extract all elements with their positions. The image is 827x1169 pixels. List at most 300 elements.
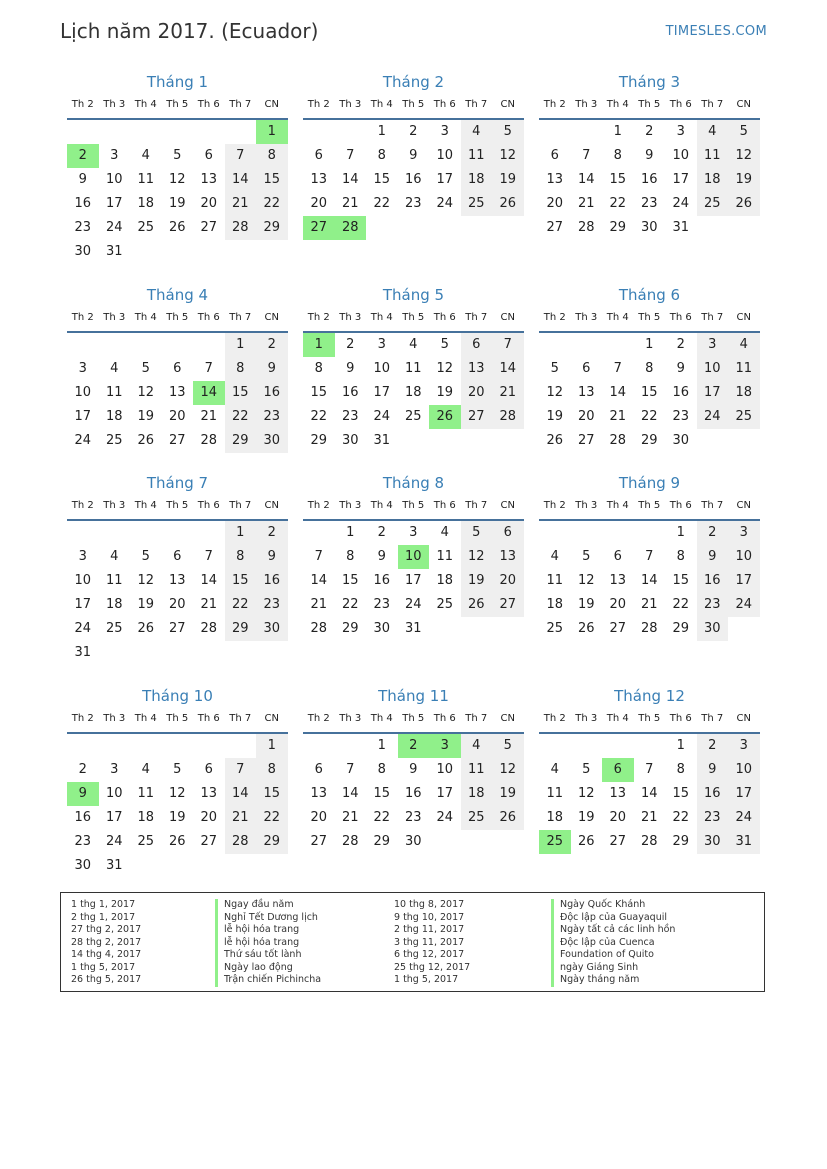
day-cell: 25 [436,597,454,612]
day-cell: 12 [577,573,595,588]
week-row [67,381,288,405]
brand-link[interactable]: TIMESLES.COM [665,24,767,39]
empty-cell [398,429,430,453]
day-cell: 3 [110,762,119,777]
day-cell: 7 [314,549,323,564]
day-cell: 14 [310,573,328,588]
legend-dates-left [71,899,141,987]
week-row [303,521,524,545]
day-cell: 17 [74,597,92,612]
month-calendar [67,686,288,878]
day-cell: 16 [640,172,658,187]
day-cell: 10 [672,148,690,163]
empty-cell [571,333,603,357]
weekday-label: Th 2 [307,99,330,110]
week-row [67,429,288,453]
weekday-label: Th 3 [103,312,126,323]
day-cell: 29 [225,429,257,453]
weekday-label: Th 5 [402,312,425,323]
empty-cell [634,734,666,758]
week-row [303,830,524,854]
day-cell: 22 [672,597,690,612]
day-cell: 14 [225,782,257,806]
weekday-label: Th 3 [575,500,598,511]
day-cell: 24 [436,196,454,211]
day-cell: 2 [697,734,729,758]
day-cell: 9 [697,545,729,569]
weekday-label: CN [264,312,279,323]
weekday-label: Th 7 [229,99,252,110]
empty-cell [162,641,194,665]
weekday-label: Th 7 [465,312,488,323]
day-cell: 5 [173,762,182,777]
day-cell: 16 [373,573,391,588]
weekday-label: Th 4 [134,99,157,110]
weekday-label: Th 5 [638,500,661,511]
day-cell: 8 [676,762,685,777]
weekday-label: Th 4 [606,713,629,724]
weekday-header [67,712,288,734]
day-cell: 4 [110,361,119,376]
week-row [539,216,760,240]
day-cell: 26 [429,405,461,429]
day-cell: 2 [377,525,386,540]
day-cell: 20 [310,810,328,825]
day-cell: 26 [577,621,595,636]
day-cell: 26 [137,621,155,636]
day-cell: 20 [168,597,186,612]
week-row [303,168,524,192]
day-cell: 31 [74,645,92,660]
day-cell: 3 [440,124,449,139]
empty-cell [162,240,194,264]
day-cell: 21 [640,597,658,612]
day-cell: 28 [640,834,658,849]
empty-cell [697,429,729,453]
holiday-date: 25 thg 12, 2017 [394,961,471,973]
weekday-label: Th 2 [71,500,94,511]
day-cell: 15 [256,168,288,192]
holiday-date: 14 thg 4, 2017 [71,949,142,960]
day-cell: 12 [728,144,760,168]
day-cell: 8 [225,357,257,381]
day-cell: 22 [373,196,391,211]
weekday-label: CN [736,99,751,110]
day-cell: 7 [645,762,654,777]
day-cell: 25 [728,405,760,429]
day-cell: 1 [377,124,386,139]
day-cell: 16 [256,569,288,593]
day-cell: 3 [78,549,87,564]
empty-cell [193,240,225,264]
day-cell: 25 [697,192,729,216]
legend-dates-right [394,899,470,987]
empty-cell [67,120,99,144]
empty-cell [130,521,162,545]
week-row [303,617,524,641]
day-cell: 26 [492,806,524,830]
month-calendar [67,473,288,665]
weekday-label: Th 7 [229,500,252,511]
day-cell: 3 [409,525,418,540]
month-name: Tháng 1 [146,73,209,91]
day-cell: 18 [461,168,493,192]
empty-cell [193,120,225,144]
day-cell: 4 [409,337,418,352]
day-cell: 10 [105,172,123,187]
weekday-label: CN [500,713,515,724]
day-cell: 5 [141,361,150,376]
week-row [67,830,288,854]
day-cell: 4 [697,120,729,144]
weekday-label: Th 5 [166,713,189,724]
weekday-label: Th 2 [307,312,330,323]
empty-cell [602,521,634,545]
week-row [67,240,288,264]
weekday-label: CN [736,500,751,511]
day-cell: 4 [461,734,493,758]
day-cell: 11 [137,172,155,187]
month-calendar [303,686,524,854]
day-cell: 4 [550,549,559,564]
weekday-label: Th 7 [465,500,488,511]
day-cell: 21 [341,196,359,211]
day-cell: 17 [436,786,454,801]
day-cell: 21 [577,196,595,211]
day-cell: 7 [346,148,355,163]
empty-cell [256,641,288,665]
day-cell: 22 [609,196,627,211]
day-cell: 19 [577,597,595,612]
day-cell: 6 [461,333,493,357]
holiday-date: 1 thg 5, 2017 [71,961,136,973]
holiday-name: Nghỉ Tết Dương lịch [215,912,321,925]
day-cell: 11 [546,573,564,588]
weekday-label: Th 7 [229,713,252,724]
week-row [67,641,288,665]
month-calendar [303,72,524,240]
month-calendar [303,285,524,453]
holiday-name: Ngày tháng năm [551,974,675,987]
holiday-date: 9 thg 10, 2017 [394,911,465,923]
holiday-date: 10 thg 8, 2017 [394,899,465,910]
weekday-label: Th 6 [669,500,692,511]
day-cell: 30 [404,834,422,849]
day-cell: 15 [672,786,690,801]
weekday-label: Th 2 [543,99,566,110]
empty-cell [728,216,760,240]
day-cell: 11 [105,573,123,588]
day-cell: 20 [492,569,524,593]
week-row [539,569,760,593]
week-row [67,734,288,758]
week-row [67,192,288,216]
weekday-label: Th 3 [339,500,362,511]
holiday-date: 27 thg 2, 2017 [71,924,142,935]
day-cell: 5 [492,120,524,144]
day-cell: 23 [74,220,92,235]
day-cell: 28 [335,216,367,240]
day-cell: 29 [609,220,627,235]
day-cell: 28 [640,621,658,636]
weekday-label: Th 6 [433,99,456,110]
empty-cell [539,521,571,545]
day-cell: 24 [74,433,92,448]
week-row [303,429,524,453]
day-cell: 18 [728,381,760,405]
day-cell: 24 [105,834,123,849]
day-cell: 28 [341,834,359,849]
day-cell: 9 [78,172,87,187]
week-row [67,120,288,144]
day-cell: 10 [398,545,430,569]
week-row [539,357,760,381]
weekday-label: Th 3 [575,713,598,724]
empty-cell [99,641,131,665]
day-cell: 6 [173,549,182,564]
day-cell: 9 [676,361,685,376]
weekday-label: Th 6 [669,312,692,323]
day-cell: 13 [168,385,186,400]
day-cell: 19 [168,810,186,825]
day-cell: 12 [168,786,186,801]
day-cell: 1 [225,521,257,545]
week-row [67,782,288,806]
empty-cell [130,120,162,144]
day-cell: 24 [728,593,760,617]
weekday-label: Th 7 [701,99,724,110]
empty-cell [303,120,335,144]
day-cell: 1 [346,525,355,540]
day-cell: 22 [225,593,257,617]
weekday-label: CN [500,500,515,511]
day-cell: 10 [728,758,760,782]
day-cell: 30 [697,830,729,854]
day-cell: 19 [436,385,454,400]
empty-cell [697,216,729,240]
weekday-label: Th 5 [638,713,661,724]
empty-cell [99,521,131,545]
weekday-label: CN [736,312,751,323]
day-cell: 2 [78,762,87,777]
day-cell: 20 [609,597,627,612]
day-cell: 19 [577,810,595,825]
weekday-label: Th 2 [71,99,94,110]
day-cell: 16 [341,385,359,400]
day-cell: 1 [676,738,685,753]
empty-cell [130,333,162,357]
day-cell: 18 [137,810,155,825]
day-cell: 28 [200,621,218,636]
week-row [539,120,760,144]
day-cell: 25 [137,834,155,849]
day-cell: 20 [546,196,564,211]
day-cell: 10 [728,545,760,569]
empty-cell [398,216,430,240]
day-cell: 4 [461,120,493,144]
day-cell: 15 [225,569,257,593]
day-cell: 6 [613,549,622,564]
day-cell: 28 [577,220,595,235]
day-cell: 6 [204,148,213,163]
day-cell: 4 [141,762,150,777]
day-cell: 6 [582,361,591,376]
empty-cell [225,641,257,665]
day-cell: 1 [256,120,288,144]
week-row [303,593,524,617]
day-cell: 7 [582,148,591,163]
weekday-label: Th 6 [197,500,220,511]
holiday-name: Độc lập của Cuenca [551,937,675,950]
day-cell: 1 [225,333,257,357]
week-row [539,758,760,782]
week-row [303,782,524,806]
empty-cell [492,429,524,453]
day-cell: 1 [303,333,335,357]
day-cell: 28 [609,433,627,448]
weekday-label: Th 6 [433,312,456,323]
day-cell: 28 [310,621,328,636]
week-row [539,144,760,168]
day-cell: 8 [256,758,288,782]
day-cell: 30 [74,244,92,259]
month-name: Tháng 2 [382,73,445,91]
week-row [303,734,524,758]
week-row [67,617,288,641]
weekday-label: CN [264,500,279,511]
weekday-label: Th 4 [370,312,393,323]
day-cell: 4 [440,525,449,540]
day-cell: 13 [546,172,564,187]
weekday-label: Th 2 [71,312,94,323]
empty-cell [225,120,257,144]
holiday-date: 1 thg 1, 2017 [71,899,136,910]
holiday-date: 26 thg 5, 2017 [71,974,142,985]
day-cell: 10 [74,573,92,588]
day-cell: 17 [373,385,391,400]
week-row [303,381,524,405]
day-cell: 9 [697,758,729,782]
week-row [303,216,524,240]
holiday-name: Ngày Quốc Khánh [551,899,675,912]
day-cell: 31 [373,433,391,448]
week-row [67,144,288,168]
day-cell: 27 [577,433,595,448]
day-cell: 11 [137,786,155,801]
week-row [539,521,760,545]
empty-cell [571,521,603,545]
day-cell: 1 [377,738,386,753]
day-cell: 28 [225,216,257,240]
day-cell: 13 [310,172,328,187]
day-cell: 2 [697,521,729,545]
week-row [539,734,760,758]
weekday-label: Th 4 [370,713,393,724]
day-cell: 13 [609,573,627,588]
legend-names-right [551,899,675,987]
holiday-name: Trận chiến Pichincha [215,974,321,987]
day-cell: 13 [577,385,595,400]
day-cell: 16 [672,385,690,400]
week-row [67,216,288,240]
day-cell: 21 [341,810,359,825]
weekday-header [539,311,760,333]
week-row [303,120,524,144]
day-cell: 3 [429,734,461,758]
day-cell: 23 [404,810,422,825]
day-cell: 5 [141,549,150,564]
day-cell: 24 [74,621,92,636]
weekday-header [67,98,288,120]
day-cell: 29 [672,834,690,849]
day-cell: 24 [672,196,690,211]
month-name: Tháng 9 [618,474,681,492]
day-cell: 16 [74,810,92,825]
weekday-label: Th 2 [543,312,566,323]
empty-cell [193,854,225,878]
day-cell: 12 [492,144,524,168]
empty-cell [429,830,461,854]
day-cell: 6 [314,148,323,163]
month-name: Tháng 6 [618,286,681,304]
weekday-label: Th 5 [402,713,425,724]
day-cell: 5 [173,148,182,163]
day-cell: 9 [409,148,418,163]
weekday-label: CN [500,99,515,110]
holiday-name: lễ hội hóa trang [215,924,321,937]
weekday-label: Th 2 [543,500,566,511]
day-cell: 23 [697,593,729,617]
weekday-label: Th 4 [370,500,393,511]
empty-cell [225,240,257,264]
month-name: Tháng 12 [614,687,685,705]
day-cell: 25 [461,806,493,830]
month-calendar [539,285,760,453]
day-cell: 14 [341,786,359,801]
day-cell: 21 [310,597,328,612]
day-cell: 22 [640,409,658,424]
day-cell: 27 [200,220,218,235]
day-cell: 12 [461,545,493,569]
day-cell: 3 [728,521,760,545]
week-row [67,521,288,545]
day-cell: 10 [697,357,729,381]
day-cell: 5 [440,337,449,352]
day-cell: 23 [256,405,288,429]
day-cell: 3 [697,333,729,357]
weekday-label: Th 3 [339,312,362,323]
day-cell: 25 [461,192,493,216]
empty-cell [366,216,398,240]
day-cell: 21 [225,192,257,216]
empty-cell [461,216,493,240]
day-cell: 25 [546,621,564,636]
week-row [303,333,524,357]
day-cell: 21 [225,806,257,830]
day-cell: 2 [645,124,654,139]
day-cell: 22 [256,192,288,216]
day-cell: 30 [74,858,92,873]
day-cell: 13 [200,172,218,187]
day-cell: 29 [256,216,288,240]
day-cell: 7 [492,333,524,357]
day-cell: 17 [404,573,422,588]
month-name: Tháng 4 [146,286,209,304]
weekday-label: Th 5 [166,312,189,323]
day-cell: 12 [577,786,595,801]
week-row [303,405,524,429]
day-cell: 15 [225,381,257,405]
